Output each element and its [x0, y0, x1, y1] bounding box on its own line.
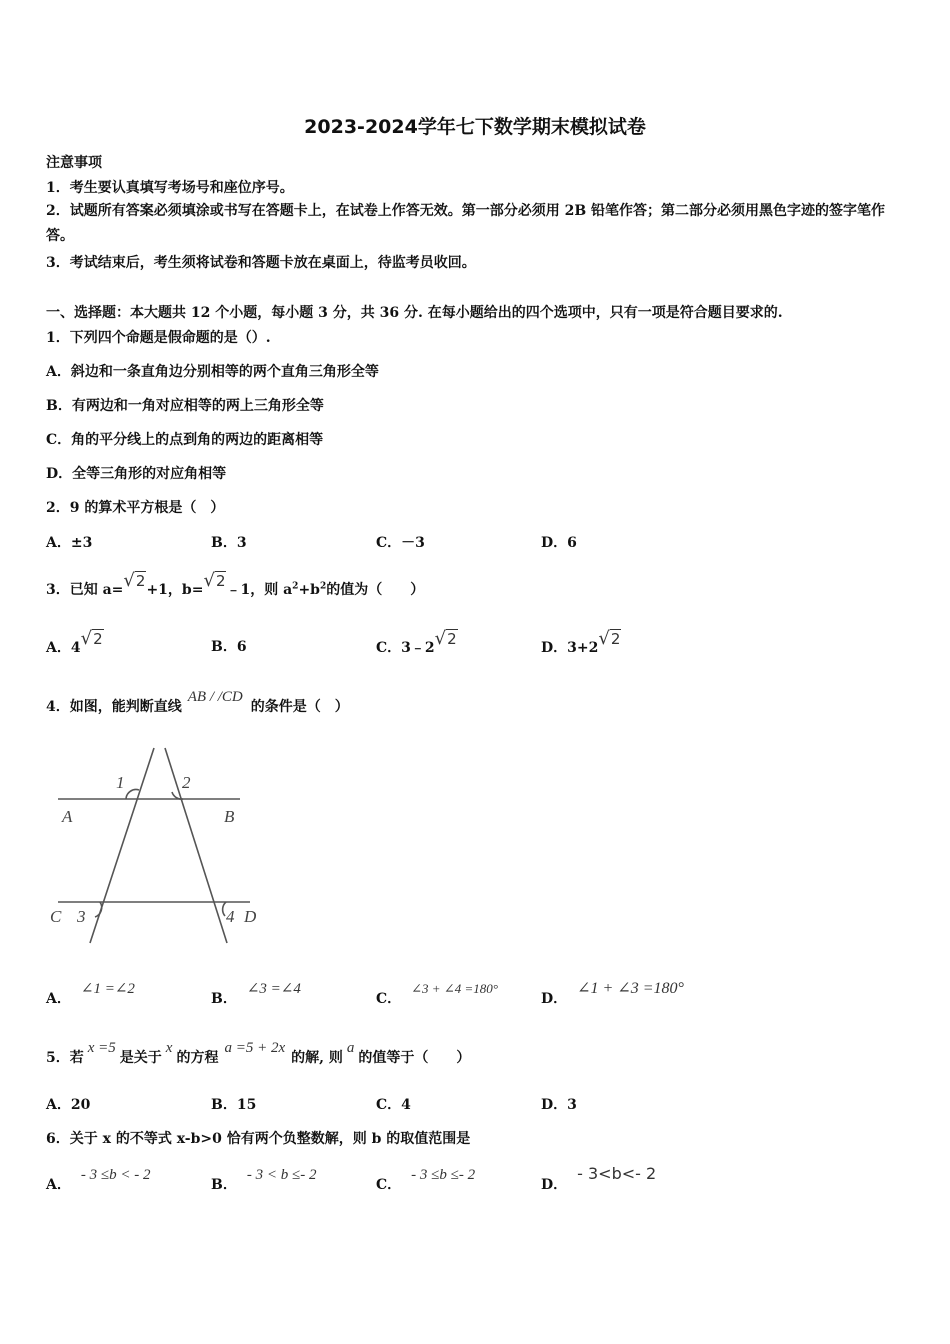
q1-option-b: B．有两边和一角对应相等的两上三角形全等 [46, 398, 324, 414]
question-5-stem [46, 1040, 471, 1067]
question-1-stem: 1．下列四个命题是假命题的是（）. [46, 330, 271, 346]
sqrt-radical [598, 628, 621, 649]
q1-option-c: C．角的平分线上的点到角的两边的距离相等 [46, 432, 324, 448]
q5-option-a: A．20 [46, 1097, 91, 1113]
q6-option-math: - 3 ≤b ≤- 2 [411, 1167, 476, 1183]
q6-option-math: - 3 < b ≤- 2 [246, 1167, 317, 1183]
q4-option-math: ∠3 =∠4 [246, 981, 301, 997]
q3-text: ﹣1，则 a [226, 582, 293, 598]
q4-text: 的条件是（ ） [250, 699, 349, 715]
label-c: C [50, 907, 62, 926]
section-heading: 一、选择题：本大题共 12 个小题，每小题 3 分，共 36 分. 在每小题给出的四个选项中，只有一项是符合题目要求的. [46, 305, 783, 321]
notice-heading: 注意事项 [46, 155, 102, 171]
q3-text: 3．已知 a= [46, 582, 124, 598]
q4-option-b [211, 981, 301, 1008]
radicand: 2 [215, 572, 226, 590]
sqrt-radical [435, 628, 458, 649]
q5-text: 5．若 [46, 1050, 84, 1066]
q2-option-a: A．±3 [46, 535, 93, 551]
q5-math: a =5 + 2x [224, 1040, 286, 1056]
q6-option-c [376, 1167, 476, 1194]
question-2-stem: 2．9 的算术平方根是（ ） [46, 500, 225, 516]
q3-option-label: A．4 [46, 640, 81, 656]
q4-option-a [46, 981, 135, 1008]
q4-text: 4．如图，能判断直线 [46, 699, 182, 715]
q4-option-math: ∠3 + ∠4 =180° [411, 981, 498, 996]
q3-text: 的值为（ ） [326, 582, 425, 598]
question-4-stem [46, 689, 349, 716]
q6-option-label: B． [211, 1177, 237, 1193]
q4-option-math: ∠1 + ∠3 =180° [577, 980, 684, 997]
q5-text: 的值等于（ ） [358, 1050, 471, 1066]
sqrt-sign-icon: √ [203, 570, 215, 591]
q2-option-c: C．－3 [376, 535, 425, 551]
q5-text: 的解, 则 [291, 1050, 343, 1066]
radicand: 2 [93, 630, 103, 648]
sqrt-radical [81, 628, 104, 649]
sqrt-sign-icon: √ [80, 628, 93, 649]
q4-option-label: A． [46, 991, 71, 1007]
q3-option-label: C．3﹣2 [376, 640, 435, 656]
exponent: 2 [292, 581, 299, 592]
label-b: B [224, 807, 235, 826]
radicand: 2 [447, 630, 457, 648]
sqrt-sign-icon: √ [598, 628, 610, 649]
q3-option-label: D．3+2 [541, 640, 599, 656]
q6-option-a [46, 1167, 151, 1194]
sqrt-sign-icon: √ [123, 570, 135, 591]
notice-item: 1．考生要认真填写考场号和座位序号。 [46, 180, 294, 196]
sqrt-sign-icon: √ [434, 628, 447, 649]
notice-item: 3．考试结束后，考生须将试卷和答题卡放在桌面上，待监考员收回。 [46, 255, 476, 271]
angle-2-label: 2 [182, 773, 191, 792]
q6-option-b [211, 1167, 317, 1194]
q2-option-d: D．6 [541, 535, 577, 551]
q5-text: 的方程 [176, 1050, 219, 1066]
angle-4-label: 4 [226, 907, 235, 926]
q4-option-label: B． [211, 991, 237, 1007]
q5-option-c: C．4 [376, 1097, 411, 1113]
question-6-stem: 6．关于 x 的不等式 x-b>0 恰有两个负整数解，则 b 的取值范围是 [46, 1131, 471, 1147]
q2-option-b: B．3 [211, 535, 247, 551]
q1-option-d: D．全等三角形的对应角相等 [46, 466, 227, 482]
q3-text: +1，b= [146, 582, 204, 598]
transversal-right [165, 748, 227, 943]
q5-math: a [346, 1040, 355, 1056]
q5-math: x =5 [87, 1040, 116, 1056]
page-title: 2023-2024学年七下数学期末模拟试卷 [304, 116, 646, 138]
exponent: 2 [319, 581, 327, 592]
q6-option-math: - 3 ≤b < - 2 [80, 1167, 151, 1183]
q4-option-d [541, 980, 684, 1008]
q3-option-b: B．6 [211, 639, 247, 655]
radicand: 2 [135, 572, 146, 590]
q6-option-label: C． [376, 1177, 402, 1193]
q5-option-d: D．3 [541, 1097, 577, 1113]
q6-option-math: - 3<b<- 2 [577, 1164, 657, 1183]
label-d: D [244, 907, 257, 926]
q3-text: +b [298, 582, 320, 598]
sqrt-radical [123, 570, 146, 591]
q5-option-b: B．15 [211, 1097, 257, 1113]
q6-option-label: A． [46, 1177, 71, 1193]
q4-option-math: ∠1 =∠2 [80, 981, 135, 997]
label-a: A [62, 807, 73, 826]
q4-math: AB / /CD [187, 689, 243, 705]
q1-option-a: A．斜边和一条直角边分别相等的两个直角三角形全等 [46, 364, 379, 380]
question-3-stem [46, 570, 425, 599]
q4-option-label: D． [541, 991, 568, 1007]
angle-1-label: 1 [116, 773, 125, 792]
radicand: 2 [610, 630, 621, 648]
q4-option-c [376, 981, 498, 1008]
q3-option-a [46, 628, 104, 657]
q5-math: x [165, 1040, 173, 1056]
q3-option-c [376, 628, 458, 657]
notice-item: 2．试题所有答案必须填涂或书写在答题卡上，在试卷上作答无效。第一部分必须用 2B 铅笔作答；第二部分必须用黑色字迹的签字笔作答。 [46, 203, 886, 244]
q6-option-d [541, 1164, 657, 1194]
parallel-lines-figure [46, 740, 276, 950]
q5-text: 是关于 [119, 1050, 162, 1066]
q4-option-label: C． [376, 991, 402, 1007]
q3-option-d [541, 628, 621, 657]
sqrt-radical [203, 570, 226, 591]
angle-3-label: 3 [77, 907, 86, 926]
q6-option-label: D． [541, 1177, 568, 1193]
